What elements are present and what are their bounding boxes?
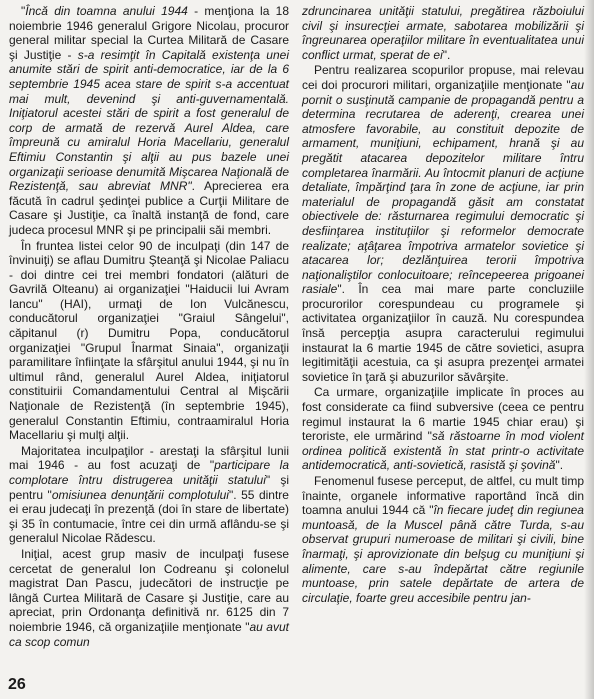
italic-quote: participare la complotare întru distrugerea unităţii statului [9, 458, 289, 487]
text-run: Majoritatea inculpaţilor - arestaţi la sfârşitul lunii mai 1946 - au fost acuzaţi de " [9, 443, 289, 473]
text-run: " şi pentru " [9, 473, 290, 502]
text-run: - menţiona la 18 noiembrie 1946 generalul Grigore Nicolau, procuror general militar special la Curtea Militară de Casare şi Justiţie - [9, 4, 289, 62]
text-run: ". În cea mai mare parte concluziile procurorilor corespundeau cu programele şi activitatea organizaţiilor în cauză. Nu corespundea însă percepţia asupra caracterului regimului instaurat la 6 martie 1945 de către sovietici, asupra legitimităţii acestuia, ca şi asupra prezenţei armatei sovietice în ţară şi abuzurilor săvârşite. [302, 282, 584, 384]
page-number: 26 [8, 676, 26, 693]
italic-quote: zdruncinarea unităţii statului, pregătirea războiului civil şi insurecţiei armate, sabotarea mobilizării şi îngreunarea operaţiilor militare în eventualitatea unui conflict urmat, sperat de ei [302, 4, 584, 62]
left-column [9, 4, 289, 650]
text-run: Fenomenul fusese perceput, de altfel, cu mult timp înainte, organele informative raportând încă din toamna anului 1944 că " [302, 474, 584, 518]
italic-quote: au pornit o susţinută campanie de propagandă pentru a determina recrutarea de aderenţi, crearea unei atmosfere favorabile, au constituit depozite de armament, muniţiuni, echipament, hrană şi au pregătit atacarea depozitelor militare întru completarea înarmării. Au întocmit planuri de acţiune detaliate, împărţind ţara în zone de acţiune, iar prin materialul de propagandă găsit am constatat obiectivele de: răsturnarea regimului democratic şi desfiinţarea instituţiilor şi reformelor democrate realizate; aţâţarea împotriva armatelor sovietice şi atacarea lor; dezlănţuirea terorii împotriva naţionaliştilor conlocuitoare; reîncepeerea prigoanei rasiale [302, 77, 584, 297]
text-run: Pentru realizarea scopurilor propuse, mai relevau cei doi procurori militari, organizaţiile menţionate " [302, 63, 584, 92]
paragraph [302, 63, 584, 384]
text-run: ". 55 dintre ei erau judecaţi în prezenţă (doi în stare de libertate) şi 35 în contumacie, între cei din urmă aflându-se şi generalul Nicolae Rădescu. [9, 487, 289, 546]
text-run: Ca urmare, organizaţiile implicate în proces au fost considerate ca fiind subversive (ceea ce pentru regimul instaurat la 6 martie 1945 chiar erau) şi teroriste, ele urmărind " [302, 385, 584, 444]
italic-quote: s-a resimţit în Capitală existenţa unei anumite stări de spirit anti-democratice, iar de la 6 septembrie 1945 acea stare de spirit s-a accentuat mai mult, devenind şi anti-guvernamentală. Iniţiatorul acestei stări de spirit a fost generalul de corp de armată de rezervă Aurel Aldea, care împreună cu amiralul Horia Macellariu, generalul Eftimiu Constantin şi alţii au pus bazele unei organizaţii serioase denumită Mişcarea Naţională de Rezistenţă, sau abreviat MNR" [9, 47, 289, 194]
paragraph [302, 4, 584, 62]
paragraph [302, 474, 584, 605]
italic-quote: Încă din toamna anului 1944 [25, 4, 188, 18]
paragraph [9, 239, 289, 443]
paragraph [9, 444, 289, 546]
paragraph [302, 385, 584, 473]
text-run: " [21, 4, 26, 18]
page-edge-shadow [584, 0, 594, 699]
text-run: ". [555, 458, 564, 473]
paragraph [9, 547, 289, 649]
italic-quote: au avut ca scop comun [9, 619, 289, 649]
italic-quote: să răstoarne în mod violent ordinea politică existentă în stat printr-o activitate antidemocratică, anti-sovietică, rasistă şi şovină [302, 429, 584, 473]
text-run: Iniţial, acest grup masiv de inculpaţi fusese cercetat de generalul Ion Codreanu şi colonelul magistrat Dan Pascu, judecători de instrucţie pe lângă Curtea Militară de Casare şi Justiţie, care au apreciat, prin Ordonanţa definitivă nr. 6125 din 7 noiembrie 1946, că organizaţiile menţionate " [9, 546, 289, 634]
right-column [302, 4, 584, 606]
text-run: . Aprecierea era făcută în cadrul şedinţei publice a Curţii Militare de Casare şi Justiţie, ca înaltă instanţă de fond, care judeca procesul MNR şi pe principalii săi membri. [9, 179, 289, 237]
paragraph [9, 4, 289, 238]
italic-quote: în fiecare judeţ din regiunea muntoasă, de la Muscel până către Turda, s-au observat grupuri numeroase de militari şi civili, bine înarmaţi, şi aprovizionate din belşug cu muniţiuni şi alimente, care s-au îndepărtat către regiunile muntoase, prin satele depărtate de artera de circulaţie, foarte greu accesibile pentru jan- [302, 503, 584, 605]
text-run: ". [442, 47, 451, 62]
text-run: În fruntea listei celor 90 de inculpaţi (din 147 de învinuiţi) se aflau Dumitru Şteanţă şi Nicolae Paliacu - doi dintre cei trei membri fondatori (alături de Gavrilă Olteanu) ai organizaţiei "Haiducii lui Avram Iancu" (HAI), urmaţi de Ion Vulcănescu, conducătorul organizaţiei "Graiul Sângelui", căpitanul (r) Dumitru Popa, conducătorul organizaţiei "Grupul Înarmat Sinaia", organizaţii paramilitare înfiinţate la sfârşitul anului 1944, şi nu în ultimul rând, generalul Aurel Aldea, iniţiatorul constituirii Comandamentului Central al Mişcării Naţionale de Rezistenţă (în septembrie 1945), generalul Constantin Eftimiu, contraamiralul Horia Macellariu şi mulţi alţii. [9, 238, 289, 443]
italic-quote: omisiunea denunţării complotului [51, 487, 229, 502]
